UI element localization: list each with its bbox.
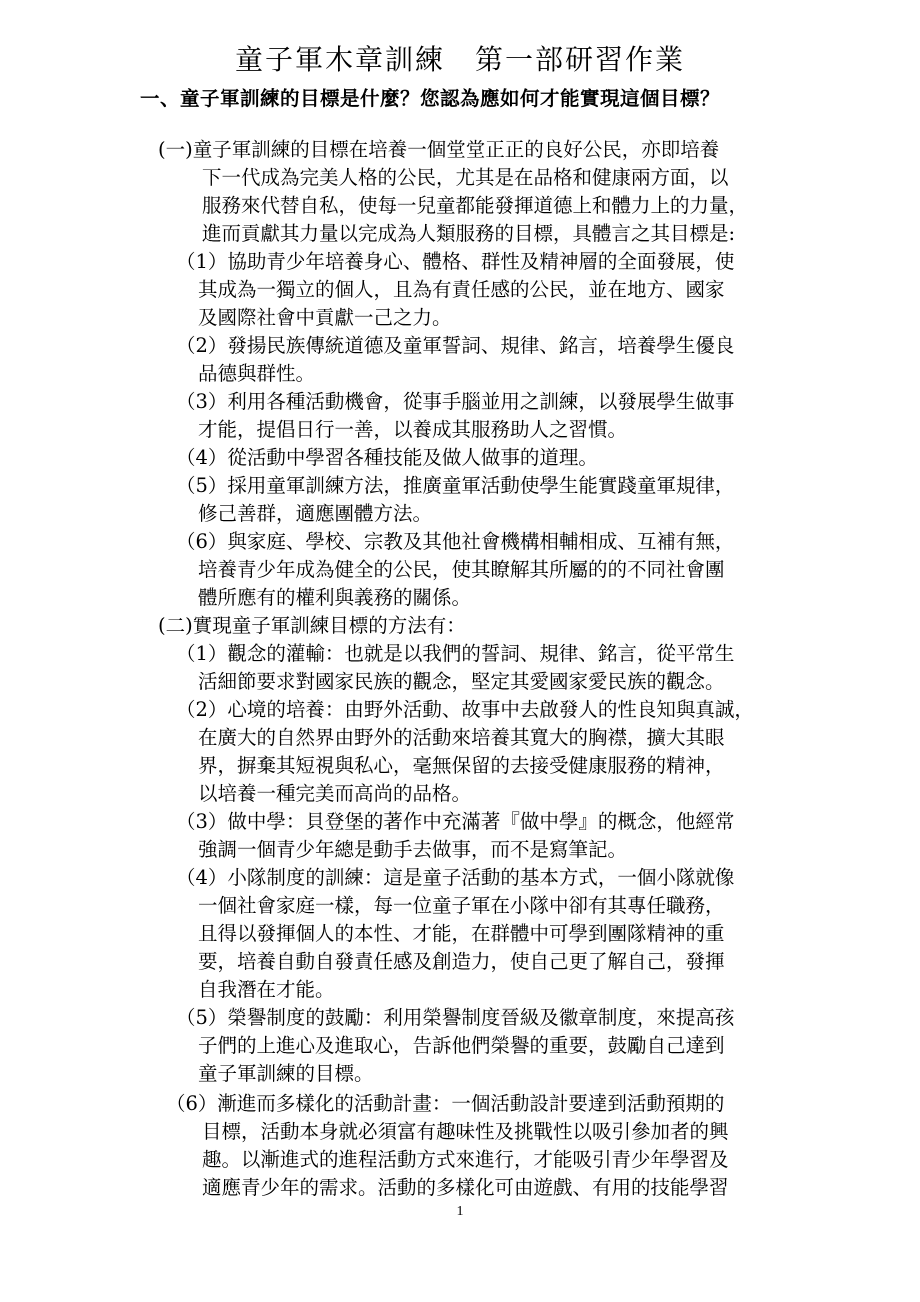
text-line: 體所應有的權利與義務的關係。 xyxy=(198,586,472,609)
text-line: 趣。以漸進式的進程活動方式來進行，才能吸引青少年學習及 xyxy=(202,1148,729,1171)
text-line: 目標，活動本身就必須富有趣味性及挑戰性以吸引參加者的興 xyxy=(202,1120,729,1143)
text-line: 其成為一獨立的個人，且為有責任感的公民，並在地方、國家 xyxy=(198,278,725,301)
text-line: 強調一個青少年總是動手去做事，而不是寫筆記。 xyxy=(198,838,628,861)
text-line: 才能，提倡日行一善，以養成其服務助人之習慣。 xyxy=(198,418,628,441)
text-line: （4）小隊制度的訓練：這是童子活動的基本方式，一個小隊就像 xyxy=(176,866,735,889)
document-title: 童子軍木章訓練 第一部研習作業 xyxy=(234,43,685,76)
text-line: 活細節要求對國家民族的觀念，堅定其愛國家愛民族的觀念。 xyxy=(198,670,725,693)
text-line: 童子軍訓練的目標。 xyxy=(198,1062,374,1085)
text-line: 一個社會家庭一樣，每一位童子軍在小隊中卻有其專任職務， xyxy=(198,894,725,917)
text-line: (一)童子軍訓練的目標在培養一個堂堂正正的良好公民，亦即培養 xyxy=(158,138,720,161)
text-line: 適應青少年的需求。活動的多樣化可由遊戲、有用的技能學習 xyxy=(202,1176,729,1199)
text-line: 自我潛在才能。 xyxy=(198,978,335,1001)
text-line: 下一代成為完美人格的公民，尤其是在品格和健康兩方面，以 xyxy=(202,166,729,189)
text-line: （3）做中學：貝登堡的著作中充滿著『做中學』的概念，他經常 xyxy=(176,810,735,833)
text-line: 以培養一種完美而高尚的品格。 xyxy=(198,782,472,805)
text-line: 在廣大的自然界由野外的活動來培養其寬大的胸襟，擴大其眼 xyxy=(198,726,725,749)
text-line: （4）從活動中學習各種技能及做人做事的道理。 xyxy=(176,446,598,469)
question-heading: 一、童子軍訓練的目標是什麼？您認為應如何才能實現這個目標？ xyxy=(140,87,721,110)
text-line: （2）心境的培養：由野外活動、故事中去啟發人的性良知與真誠， xyxy=(176,698,754,721)
text-line: 培養青少年成為健全的公民，使其瞭解其所屬的的不同社會團 xyxy=(198,558,725,581)
text-line: （1）協助青少年培養身心、體格、群性及精神層的全面發展，使 xyxy=(176,250,735,273)
text-line: 子們的上進心及進取心，告訴他們榮譽的重要，鼓勵自己達到 xyxy=(198,1034,725,1057)
text-line: （5）榮譽制度的鼓勵：利用榮譽制度晉級及徽章制度，來提高孩 xyxy=(176,1006,735,1029)
text-line: 及國際社會中貢獻一己之力。 xyxy=(198,306,452,329)
text-line: (二)實現童子軍訓練目標的方法有： xyxy=(158,614,466,637)
text-line: 進而貢獻其力量以完成為人類服務的目標，具體言之其目標是: xyxy=(202,222,736,245)
text-line: （5）採用童軍訓練方法，推廣童軍活動使學生能實踐童軍規律， xyxy=(176,474,735,497)
text-line: （2）發揚民族傳統道德及童軍誓詞、規律、銘言，培養學生優良 xyxy=(176,334,735,357)
text-line: （1）觀念的灌輸：也就是以我們的誓詞、規律、銘言，從平常生 xyxy=(176,642,735,665)
text-line: （3）利用各種活動機會，從事手腦並用之訓練，以發展學生做事 xyxy=(176,390,735,413)
text-line: 界，摒棄其短視與私心，毫無保留的去接受健康服務的精神， xyxy=(198,754,725,777)
text-line: （6）漸進而多樣化的活動計畫：一個活動設計要達到活動預期的 xyxy=(166,1092,725,1115)
text-line: 服務來代替自私，使每一兒童都能發揮道德上和體力上的力量， xyxy=(202,194,749,217)
page-number: 1 xyxy=(456,1204,464,1219)
text-line: 品德與群性。 xyxy=(198,362,316,385)
text-line: 且得以發揮個人的本性、才能，在群體中可學到團隊精神的重 xyxy=(198,922,725,945)
text-line: （6）與家庭、學校、宗教及其他社會機構相輔相成、互補有無， xyxy=(176,530,735,553)
text-line: 要，培養自動自發責任感及創造力，使自己更了解自己，發揮 xyxy=(198,950,725,973)
text-line: 修己善群，適應團體方法。 xyxy=(198,502,433,525)
